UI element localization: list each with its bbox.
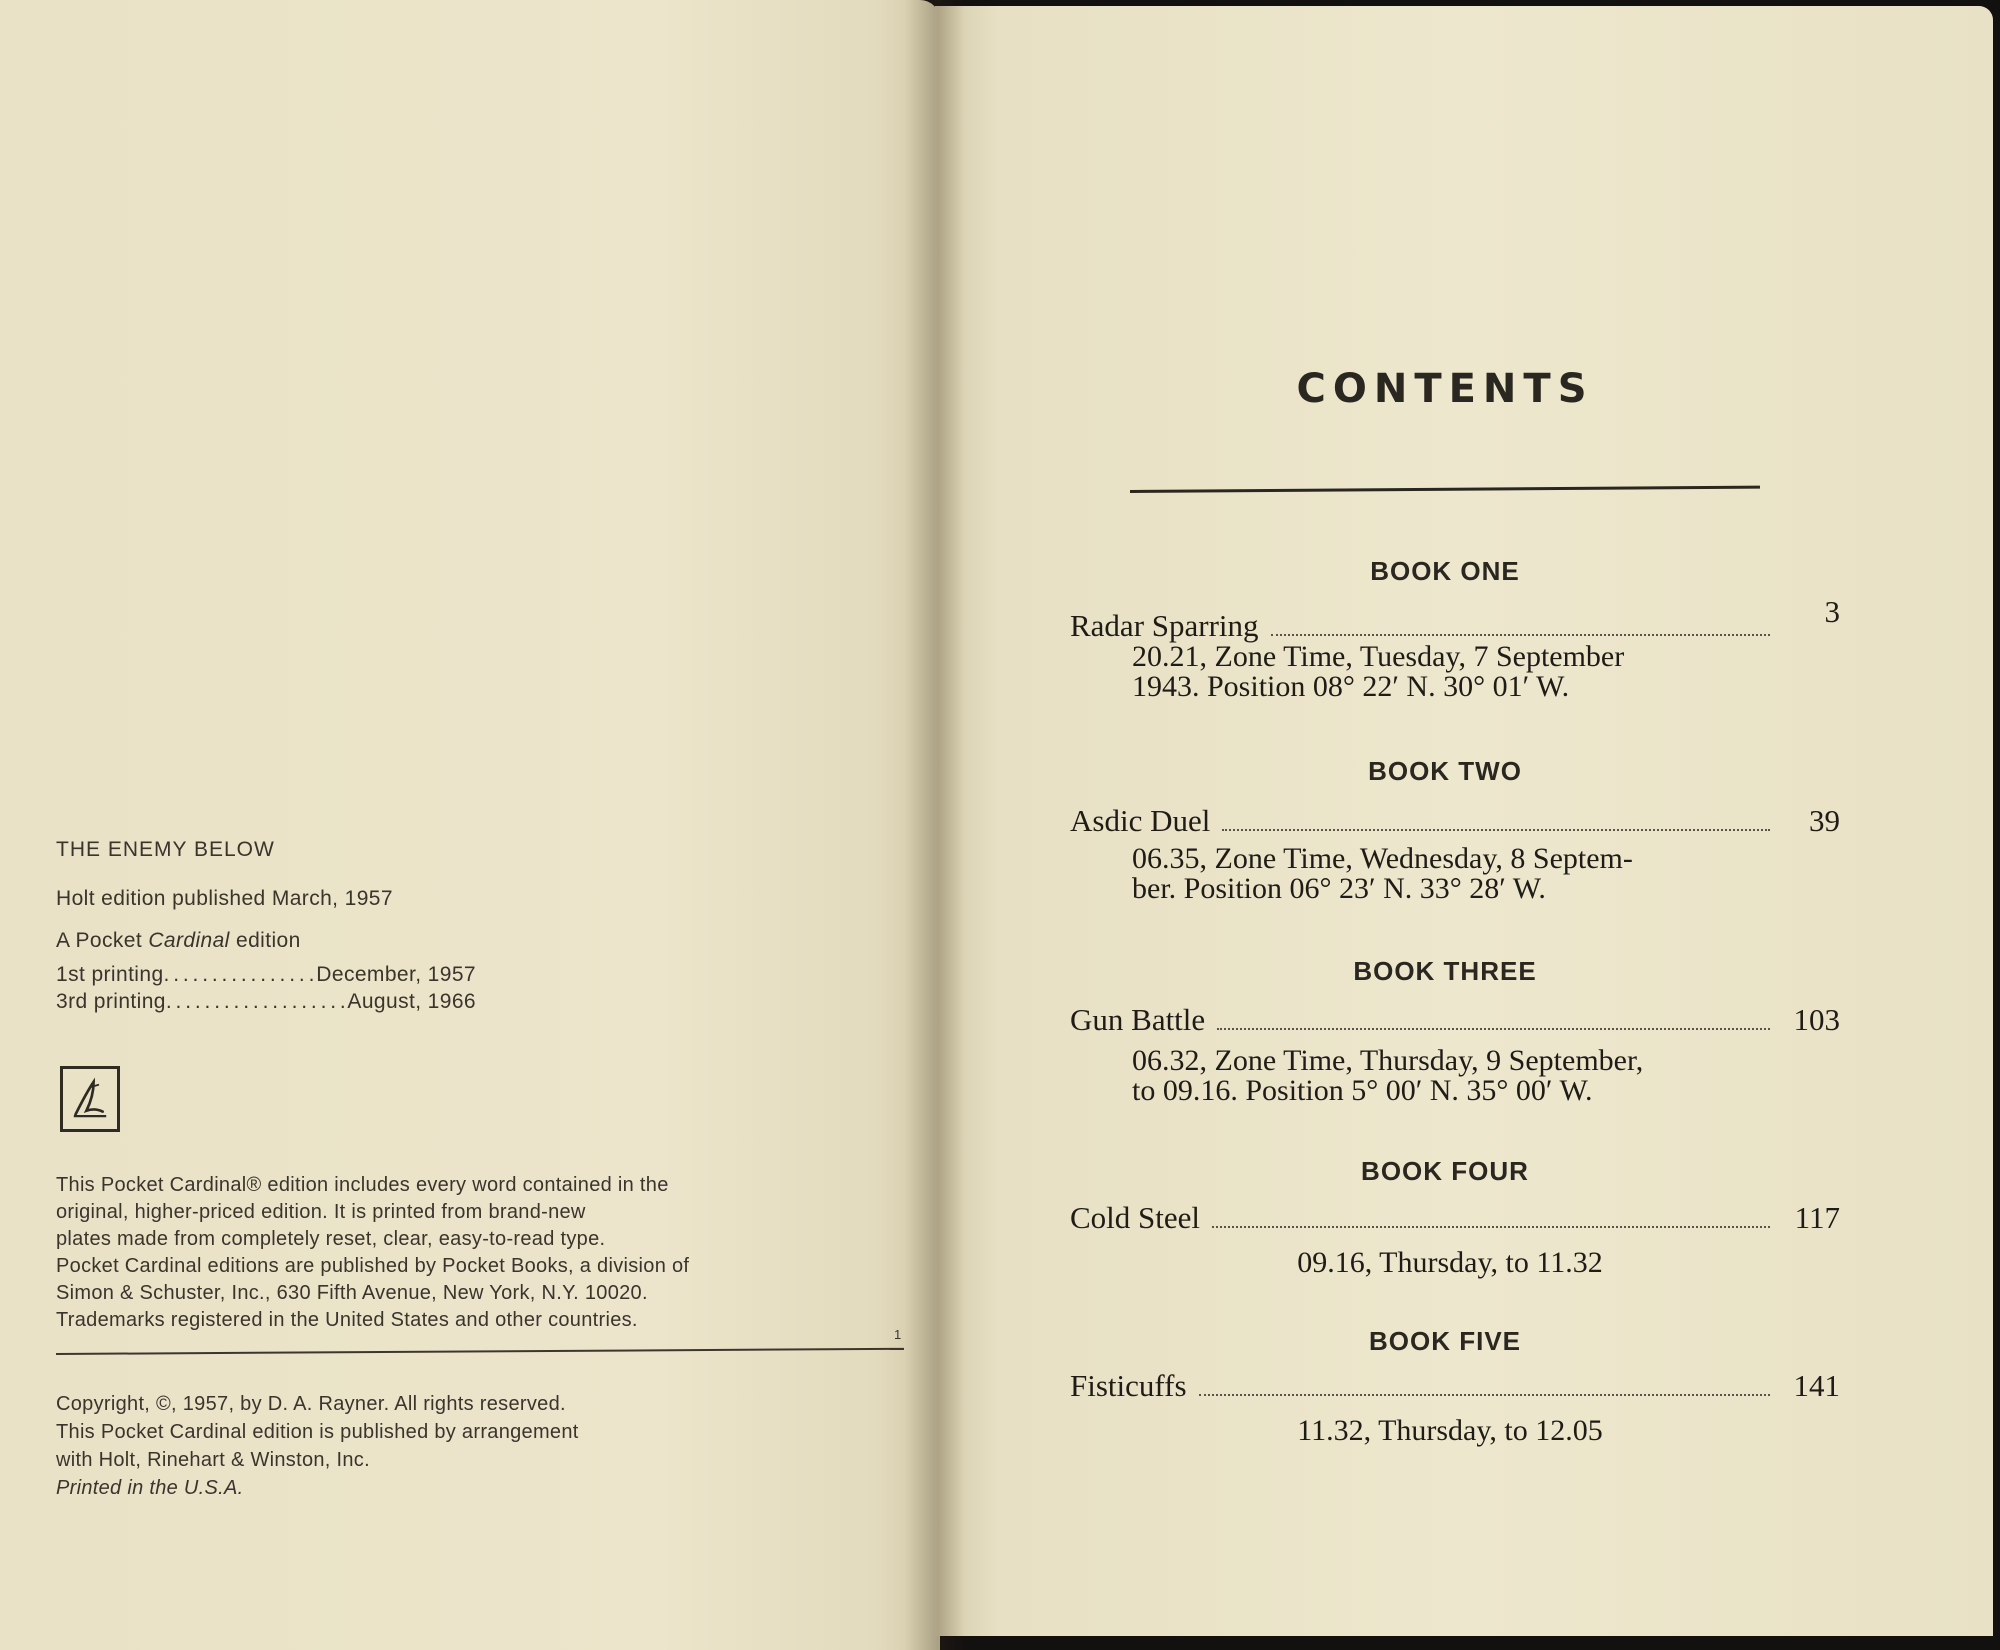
holt-edition-line: Holt edition published March, 1957 [56,887,393,910]
book-title: THE ENEMY BELOW [56,838,275,861]
chapter-description [1132,1046,1772,1106]
page-number: 3 [1824,594,1840,629]
printing-date: August, 1966 [347,990,476,1013]
description-line: ber. Position 06° 23′ N. 33° 28′ W. [1132,872,1546,905]
description-line: 11.32, Thursday, to 12.05 [1297,1414,1603,1447]
copyright-block [56,1390,856,1502]
notice-line: Trademarks registered in the United States and other countries. [56,1309,638,1331]
chapter-title: Gun Battle [1070,1002,1206,1037]
dot-leader [1271,634,1770,636]
chapter-title: Radar Sparring [1070,608,1259,643]
book-heading: BOOK FOUR [1361,1156,1529,1186]
copyright-line: Copyright, ©, 1957, by D. A. Rayner. All rights reserved. [56,1393,566,1415]
description-line: 09.16, Thursday, to 11.32 [1297,1246,1603,1279]
printing-row [56,963,476,987]
dot-leader [1212,1226,1770,1228]
chapter-description [1132,844,1772,904]
pocket-prefix: A Pocket [56,929,149,952]
printing-label: 3rd printing [56,990,166,1013]
description-line: to 09.16. Position 5° 00′ N. 35° 00′ W. [1132,1074,1593,1107]
notice-line: Simon & Schuster, Inc., 630 Fifth Avenue, New York, N.Y. 10020. [56,1282,648,1304]
printing-label: 1st printing [56,963,164,986]
chapter-description [1100,1248,1800,1278]
copyright-line: This Pocket Cardinal edition is published by arrangement [56,1421,579,1443]
toc-entry[interactable] [1070,803,1840,839]
toc-entry[interactable] [1070,1200,1840,1236]
folio-number: 1 [894,1327,902,1342]
page-number: 103 [1793,1002,1840,1037]
printing-dots [164,963,317,987]
description-line: 1943. Position 08° 22′ N. 30° 01′ W. [1132,670,1570,703]
divider-rule [56,1348,904,1355]
book-heading: BOOK FIVE [1368,1326,1521,1356]
notice-line: This Pocket Cardinal® edition includes every word contained in the [56,1174,669,1196]
toc-entry[interactable] [1070,594,1840,644]
toc-entry[interactable] [1070,1368,1840,1404]
notice-line: plates made from completely reset, clear, easy-to-read type. [56,1228,606,1250]
notice-line: original, higher-priced edition. It is printed from brand-new [56,1201,586,1223]
printing-row [56,990,476,1014]
book-heading: BOOK TWO [1368,756,1522,786]
book-heading: BOOK THREE [1353,956,1537,986]
description-line: 20.21, Zone Time, Tuesday, 7 September [1132,640,1625,673]
chapter-description [1132,642,1772,702]
pocket-italic: Cardinal [148,929,230,952]
notice-line: Pocket Cardinal editions are published by Pocket Books, a division of [56,1255,690,1277]
printing-date: December, 1957 [316,963,476,986]
chapter-title: Asdic Duel [1070,803,1211,838]
left-page [0,0,940,1650]
pocket-cardinal-line [56,929,301,953]
chapter-description [1100,1416,1800,1446]
page-number: 117 [1794,1200,1840,1235]
book-spine [905,0,965,1650]
chapter-title: Fisticuffs [1070,1368,1187,1403]
description-line: 06.32, Zone Time, Thursday, 9 September, [1132,1044,1644,1077]
chapter-title: Cold Steel [1070,1200,1201,1235]
page-number: 39 [1809,803,1840,838]
dot-leader [1217,1028,1770,1030]
pocket-suffix: edition [229,929,301,952]
toc-entry[interactable] [1070,1002,1840,1038]
dot-leader [1199,1394,1770,1396]
pocket-cardinal-logo-icon [60,1066,120,1132]
page-number: 141 [1793,1368,1840,1403]
edition-notice [56,1172,856,1334]
copyright-line: with Holt, Rinehart & Winston, Inc. [56,1449,370,1471]
printed-in-line: Printed in the U.S.A. [56,1477,244,1499]
contents-heading: CONTENTS [1296,366,1594,412]
dot-leader [1222,829,1770,831]
printing-dots [166,990,348,1014]
description-line: 06.35, Zone Time, Wednesday, 8 Septem- [1132,842,1633,875]
book-heading: BOOK ONE [1370,556,1520,586]
